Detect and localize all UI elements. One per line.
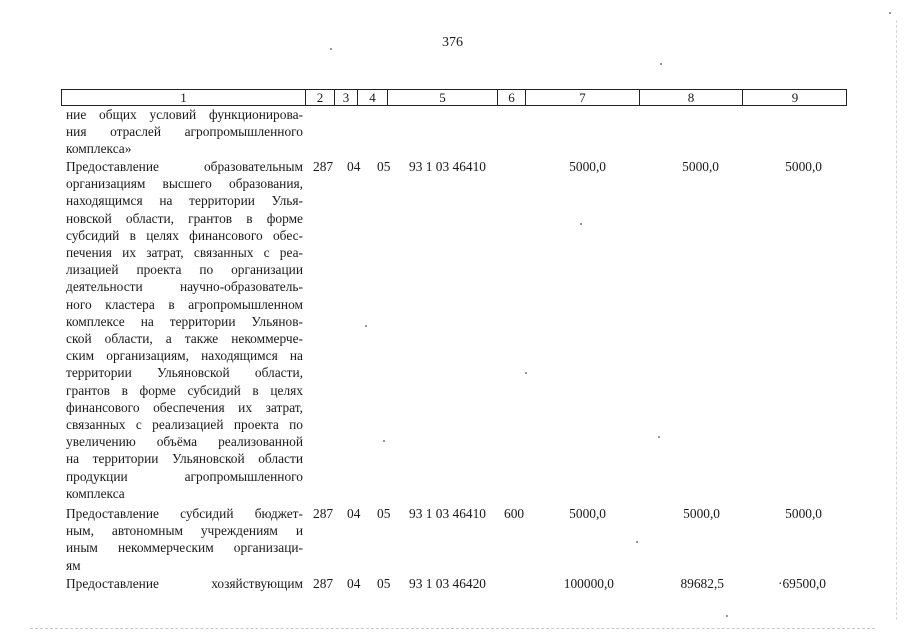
text-line: Предоставление образовательным [66,159,303,174]
scan-speck [330,48,332,50]
text-line: печения их затрат, связанных с реа- [66,245,303,261]
text-line: иным некоммерческим организаци- [66,540,303,556]
text-line: продукции агропромышленного [66,468,303,484]
text-line: находящимся на территории Улья- [66,193,303,209]
cell-col-4: 05 [377,506,391,521]
cell-col-5: 93 1 03 46410 [409,159,486,174]
cell-col-9: 5000,0 [785,506,822,521]
cell-col-6: 600 [504,506,525,521]
text-line: увеличению объёма реализованной [66,434,303,450]
table-row-description [66,106,303,158]
text-line: комплекса [66,485,125,501]
cell-col-7: 5000,0 [569,159,606,174]
header-col-1: 1 [62,90,306,105]
table-row-description [66,158,303,502]
cell-col-2: 287 [313,576,334,591]
header-col-4: 4 [358,90,388,105]
table-header-row [61,89,847,106]
cell-col-5: 93 1 03 46420 [409,576,486,591]
text-line: территории Ульяновской области, [66,365,303,381]
cell-col-2: 287 [313,506,334,521]
text-line: ным, автономным учреждениям и [66,523,303,539]
text-line: ного кластера в агропромышленном [66,296,303,312]
cell-col-2: 287 [313,159,334,174]
cell-col-3: 04 [347,576,361,591]
scan-speck [660,63,662,65]
text-line: ской области, а также некоммерче- [66,331,303,347]
cell-col-9: ·69500,0 [778,576,826,591]
header-col-8: 8 [640,90,743,105]
text-line: связанных с реализацией проекта по [66,417,303,433]
text-line: субсидий в целях финансового обес- [66,227,303,243]
table-row-description [66,505,303,574]
text-line: деятельности научно-образователь- [66,279,303,295]
header-col-6: 6 [498,90,526,105]
scan-speck [636,541,638,543]
text-line: ским организациям, находящимся на [66,348,303,364]
header-col-2: 2 [306,90,335,105]
scan-edge-bottom [30,628,875,629]
cell-col-7: 100000,0 [563,576,614,591]
scan-speck [889,12,891,14]
cell-col-8: 5000,0 [683,506,720,521]
page-number: 376 [442,35,463,50]
cell-col-3: 04 [347,159,361,174]
scan-speck [383,440,385,442]
text-line: Предоставление хозяйствующим [66,576,303,591]
cell-col-8: 5000,0 [682,159,719,174]
cell-col-9: 5000,0 [785,159,822,174]
text-line: новской области, грантов в форме [66,210,303,226]
header-col-7: 7 [526,90,640,105]
text-line: лизацией проекта по организации [66,262,303,278]
scan-speck [365,325,367,327]
header-col-3: 3 [335,90,358,105]
scan-speck [658,436,660,438]
text-line: ям [66,557,81,573]
text-line: на территории Ульяновской области [66,451,303,467]
cell-col-8: 89682,5 [680,576,724,591]
scan-speck [525,372,527,374]
scan-speck [726,615,728,617]
text-line: комплексе на территории Ульянов- [66,313,303,329]
scan-speck [580,223,582,225]
cell-col-5: 93 1 03 46410 [409,506,486,521]
cell-col-4: 05 [377,159,391,174]
text-line: финансового обеспечения их затрат, [66,399,303,415]
text-line: организациям высшего образования, [66,176,303,192]
text-line: комплекса» [66,141,132,157]
cell-col-3: 04 [347,506,361,521]
cell-col-7: 5000,0 [569,506,606,521]
text-line: ния отраслей агропромышленного [66,124,303,140]
text-line: ние общих условий функционирова- [66,107,303,122]
text-line: грантов в форме субсидий в целях [66,382,303,398]
header-col-5: 5 [388,90,498,105]
cell-col-4: 05 [377,576,391,591]
text-line: Предоставление субсидий бюджет- [66,506,303,521]
header-col-9: 9 [791,90,799,105]
table-row-description [66,575,303,592]
scan-edge-right [896,20,897,620]
